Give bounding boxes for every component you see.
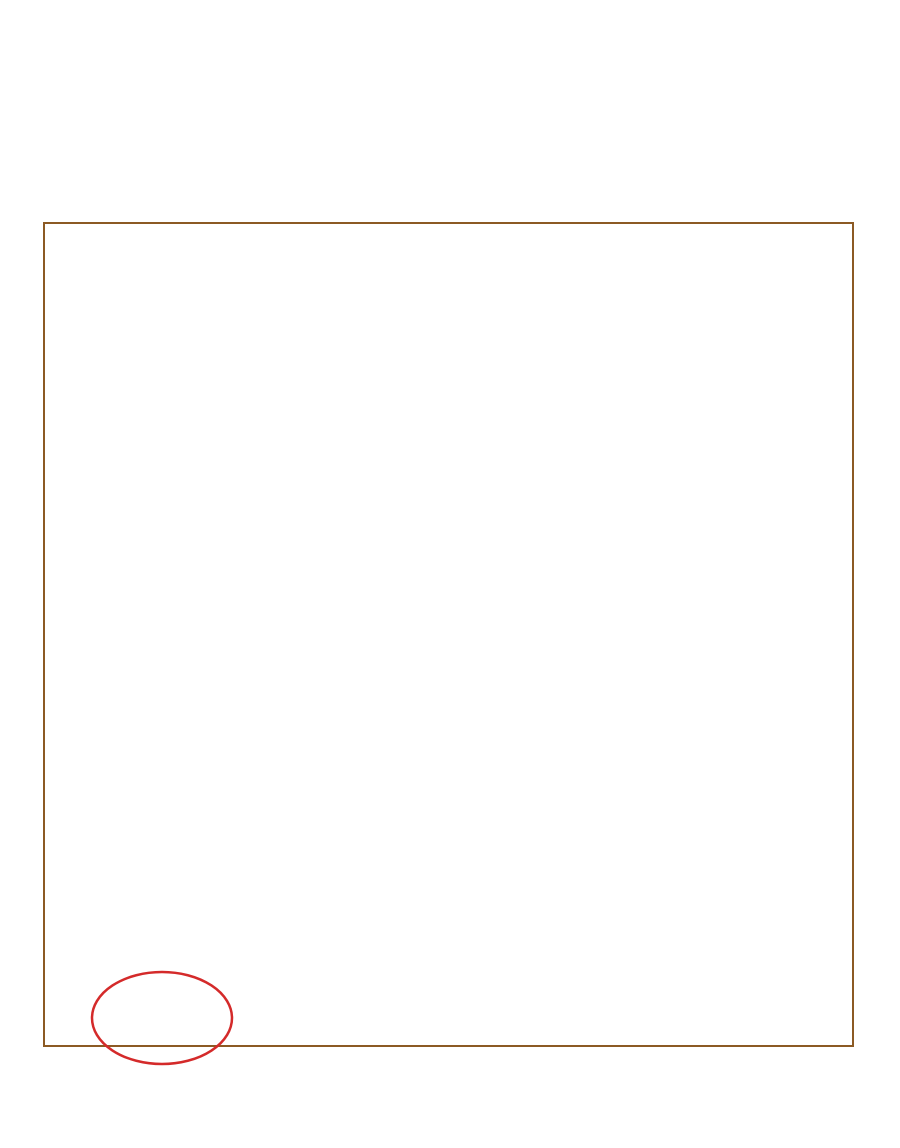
items-table [43,222,854,1047]
invoice-seal [88,966,236,1066]
page-indicator [706,185,716,199]
